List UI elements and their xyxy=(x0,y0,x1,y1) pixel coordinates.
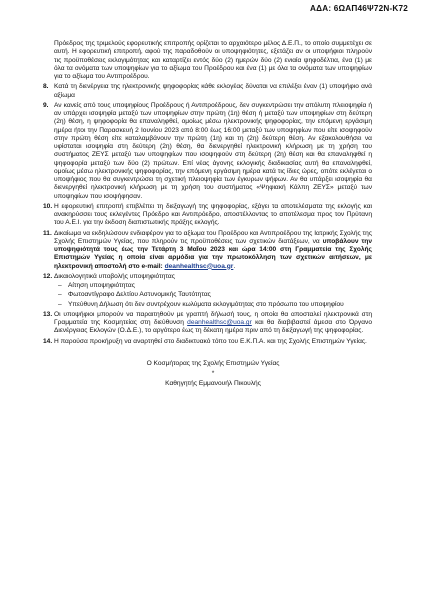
item-text: Δικαιολογητικά υποβολής υποψηφιότητας xyxy=(54,272,175,280)
item-text: Η παρούσα προκήρυξη να αναρτηθεί στο διαδικτυακό τόπο του Ε.Κ.Π.Α. και της Σχολής Επιστημών Υγείας. xyxy=(54,337,367,345)
email-link[interactable]: deanhealthsc@uoa.gr xyxy=(187,319,252,326)
list-item: – Υπεύθυνη Δήλωση ότι δεν συντρέχουν κωλύματα εκλογιμότητας στο πρόσωπο του υποψηφίου xyxy=(54,301,372,309)
item-10 xyxy=(43,202,372,228)
item-text: Δικαίωμα να εκδηλώσουν ενδιαφέρον για το αξίωμα του Προέδρου και Αντιπροέδρου της Ιατρικής Σχολής της Σχολής Επιστημών Υγείας, που πληρούν τις προϋποθέσεις των σχετικών διατάξεων, να xyxy=(54,229,372,245)
email-link[interactable]: deanhealthsc@uoa.gr xyxy=(164,262,234,270)
requirements-list xyxy=(54,282,372,309)
item-11 xyxy=(43,229,372,271)
item-8 xyxy=(43,83,372,100)
item-text: Οι υποψήφιοι μπορούν να παραιτηθούν με γραπτή δήλωσή τους, η οποία θα αποσταλεί ηλεκτρονικά στη Γραμματεία της Κοσμητείας στη διεύθυνση xyxy=(54,310,372,326)
item-number: 10. xyxy=(43,202,53,210)
item-number: 12. xyxy=(43,272,53,280)
item-text: Η εφορευτική επιτροπή επιβλέπει τη διεξαγωγή της ψηφοφορίας, εξάγει τα αποτελέσματα της εκλογής και ανακηρύσσει τους εκλεγέντες Πρόεδρο και Αντιπρόεδρο, αποστέλλοντας το αποτέλεσμα προς τον Πρύτανη του Α.Ε.Ι. για την έκδοση διαπιστωτικής πράξης εκλογής. xyxy=(54,202,372,227)
item-12 xyxy=(43,272,372,309)
intro-paragraph: Πρόεδρος της τριμελούς εφορευτικής επιτροπής ορίζεται το αρχαιότερο μέλος Δ.Ε.Π., το οποίο συμμετέχει σε αυτή. Η εφορευτική επιτροπή, αφού της παραδοθούν οι υποψηφιότητες, εξετάζει αν οι υποψήφιοι πληρούν τις προϋποθέσεις εκλογιμότητας και καταρτίζει εντός δύο (2) ημερών δύο (2) ενιαία ψηφοδέλτια, ένα (1) με όλα τα ονόματα των υποψηφίων για το αξίωμα του Προέδρου και ένα (1) με όλα τα ονόματα των υποψηφίων για το αξίωμα του Αντιπροέδρου. xyxy=(54,40,372,80)
item-text-cont: και θα διαβιβαστεί άμεσα στο Όργανο Διενέργειας Εκλογών (Ο.Δ.Ε.), το αργότερο έως τη δέκατη ημέρα πριν από τη διεξαγωγή της ψηφοφορίας. xyxy=(54,319,372,335)
item-text-end: . xyxy=(233,262,236,270)
ada-code: ΑΔΑ: 6ΩΑΠ46Ψ72Ν-Κ72 xyxy=(310,4,408,13)
signature-mark: * xyxy=(211,370,215,377)
item-number: 8. xyxy=(43,83,49,91)
item-9 xyxy=(43,101,372,201)
item-number: 11. xyxy=(43,229,52,237)
item-13 xyxy=(43,310,372,336)
item-number: 9. xyxy=(43,101,49,109)
list-item: – Φωτοαντίγραφο Δελτίου Αστυνομικής Ταυτότητας xyxy=(54,291,372,299)
list-item: – Αίτηση υποψηφιότητας xyxy=(54,282,372,290)
item-text: Αν κανείς από τους υποψηφίους Προέδρους ή Αντιπροέδρους, δεν συγκεντρώσει την απόλυτη πλειοψηφία ή αν υπάρχει ισοψηφία μεταξύ των υποψηφίων στην πρώτη (1η) θέση ή μεταξύ των υποψηφίων στη δεύτερη (2η) θέση, η ψηφοφορία θα επαναληφθεί, ομοίως μέσω ηλεκτρονικής ψηφοφορίας, την επόμενη εργάσιμη ημέρα ήτοι την Παρασκευή 2 Ιουνίου 2023 από 8:00 έως 16:00 μεταξύ των υποψηφίων που είτε ισοψηφούν στην πρώτη θέση είτε καταλαμβάνουν την πρώτη (1η) και τη (2η) δεύτερη θέση. Αν εξακολουθήσει να υφίσταται ισοψηφία στη δεύτερη (2η) θέση, θα διενεργηθεί ηλεκτρονική κλήρωση με τη χρήση του συστήματος ΖΕΥΣ μεταξύ των υποψηφίων που ισοψηφούν στη δεύτερη (2η) θέση και θα επαναληφθεί η ψηφοφορία μεταξύ των δύο (2) πρώτων. Επί νέας άγονης εκλογικής διαδικασίας αυτή θα επαναληφθεί, ομοίως μέσω ηλεκτρονικής ψηφοφορίας, την επόμενη εργάσιμη ημέρα κατά τις ίδιες ώρες, οπότε εκλέγεται ο υποψήφιος που θα συγκεντρώσει τη σχετική πλειοψηφία των έγκυρων ψήφων. Αν θα υπάρξει ισοψηφία θα διενεργηθεί ηλεκτρονική κλήρωση με τη χρήση του συστήματος «Ψηφιακή Κάλπη ΖΕΥΣ» μεταξύ των υποψηφίων που ισοψήφησαν. xyxy=(54,101,372,200)
item-number: 14. xyxy=(43,337,53,345)
item-text-bold: υποβάλουν την υποψηφιότητά τους έως την Τετάρτη 3 Μαΐου 2023 και ώρα 14:00 στη Γραμματεία της Σχολής Επιστημών Υγείας η οποία είναι αρμόδια για την πρωτοκόλληση των σχετικών αιτήσεων, με ηλεκτρονική αποστολή στο e-mail: xyxy=(54,237,372,270)
item-14 xyxy=(43,337,372,346)
signatory-name: Καθηγητής Εμμανουήλ Πικουλής xyxy=(165,380,261,388)
item-text: Κατά τη διενέργεια της ηλεκτρονικής ψηφοφορίας κάθε εκλογέας δύναται να επιλέξει έναν (1) υποψήφιο ανά αξίωμα xyxy=(54,83,372,99)
item-number: 13. xyxy=(43,310,53,318)
signatory-role: Ο Κοσμήτορας της Σχολής Επιστημών Υγείας xyxy=(146,359,280,367)
signature-block xyxy=(54,360,372,389)
document-body xyxy=(43,40,372,391)
